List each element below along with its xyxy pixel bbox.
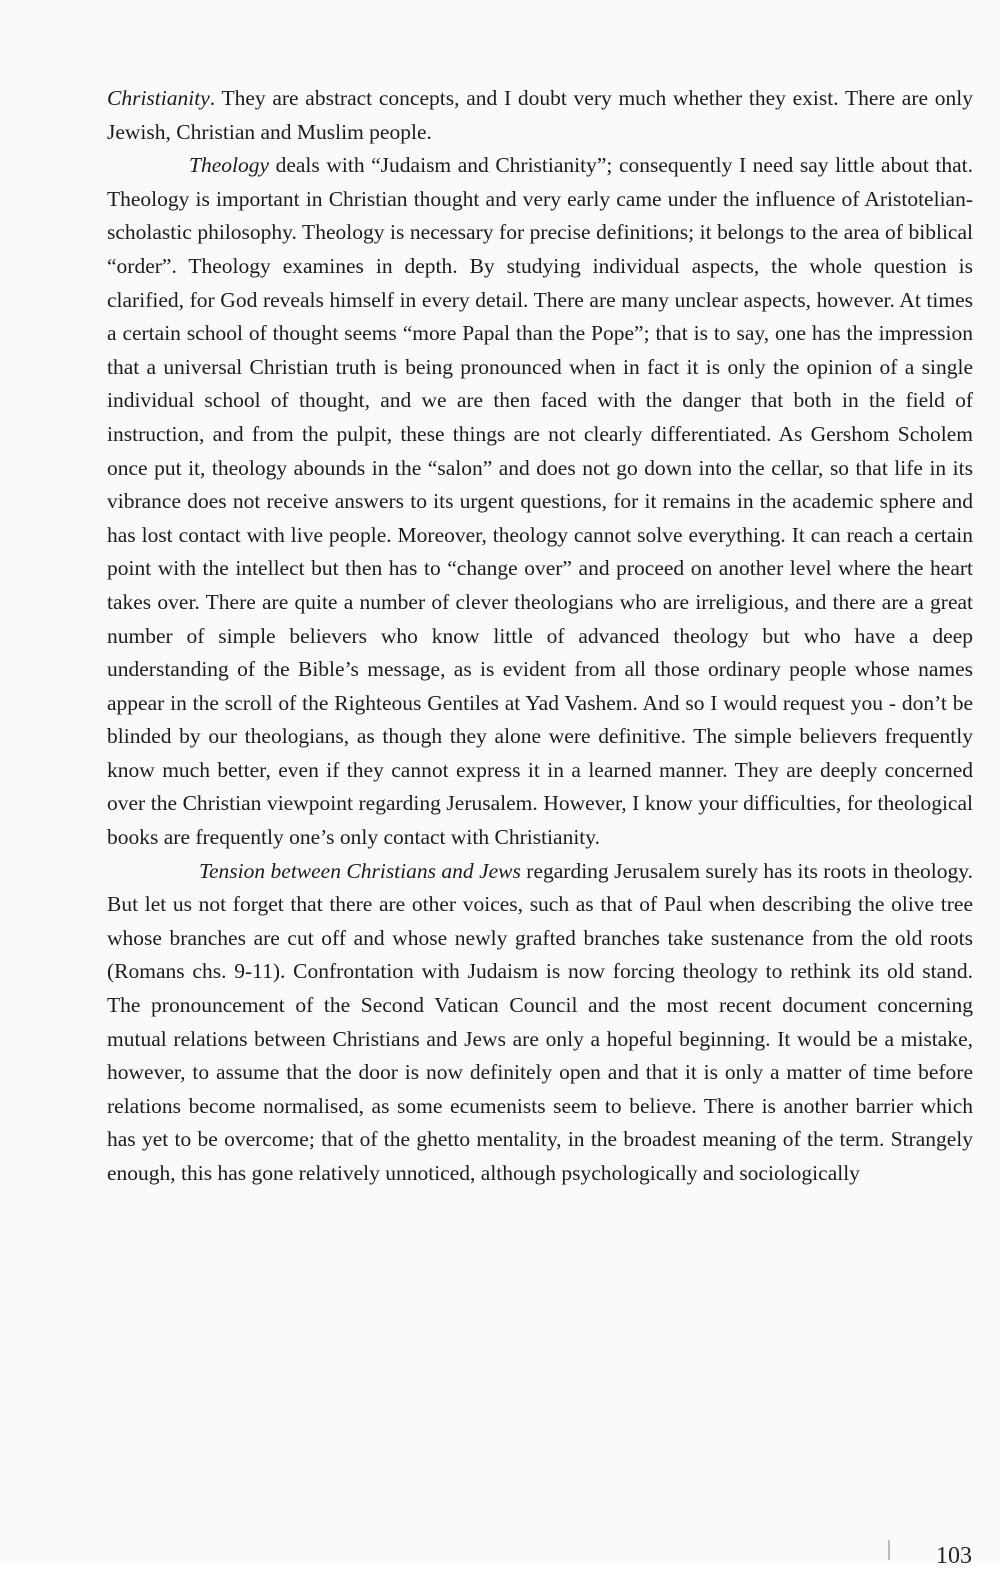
paragraph-2 <box>107 149 973 854</box>
page-number: 103 <box>936 1543 972 1569</box>
paragraph-3 <box>107 855 973 1191</box>
body-text <box>107 82 973 1191</box>
italic-heading: Tension between Christians and Jews <box>199 858 521 883</box>
paragraph-text: regarding Jerusalem surely has its roots in theology. But let us not forget that there are other voices, such as that of Paul when describing the olive tree whose branches are cut off and whose newly grafted branches take sustenance from the old roots (Romans chs. 9-11). Confrontation with Judaism is now forcing theology to rethink its old stand. The pronouncement of the Second Vatican Council and the most recent document concerning mutual relations between Christians and Jews are only a hopeful beginning. It would be a mistake, however, to assume that the door is now definitely open and that it is only a matter of time before relations become normalised, as some ecumenists seem to believe. There is another barrier which has yet to be overcome; that of the ghetto mentality, in the broadest meaning of the term. Strangely enough, this has gone relatively unnoticed, although psychologically and sociologically <box>107 858 973 1185</box>
italic-term: Christianity <box>107 86 210 110</box>
paragraph-text: deals with “Judaism and Christianity”; consequently I need say little about that. Theology is important in Christian thought and very early came under the influence of Aristotelian-scholastic philosophy. Theology is necessary for precise definitions; it belongs to the area of biblical “order”. Theology examines in depth. By studying individual aspects, the whole question is clarified, for God reveals himself in every detail. There are many unclear aspects, however. At times a certain school of thought seems “more Papal than the Pope”; that is to say, one has the impression that a universal Christian truth is being pronounced when in fact it is only the opinion of a single individual school of thought, and we are then faced with the danger that both in the field of instruction, and from the pulpit, these things are not clearly differentiated. As Gershom Scholem once put it, theology abounds in the “salon” and does not go down into the cellar, so that life in its vibrance does not receive answers to its urgent questions, for it remains in the academic sphere and has lost contact with live people. Moreover, theology cannot solve everything. It can reach a certain point with the intellect but then has to “change over” and proceed on another level where the heart takes over. There are quite a number of clever theologians who are irreligious, and there are a great number of simple believers who know little of advanced theology but who have a deep understanding of the Bible’s message, as is evident from all those ordinary people whose names appear in the scroll of the Righteous Gentiles at Yad Vashem. And so I would request you - don’t be blinded by our theologians, as though they alone were definitive. The simple believers frequently know much better, even if they cannot express it in a learned manner. They are deeply concerned over the Christian viewpoint regarding Jerusalem. However, I know your difficulties, for theological books are frequently one’s only contact with Christianity. <box>107 153 973 850</box>
paragraph-1 <box>107 82 973 149</box>
margin-mark <box>888 1540 890 1560</box>
paragraph-text: . They are abstract concepts, and I doubt very much whether they exist. There are only Jewish, Christian and Muslim people. <box>107 86 973 144</box>
italic-term: Theology <box>189 153 270 178</box>
